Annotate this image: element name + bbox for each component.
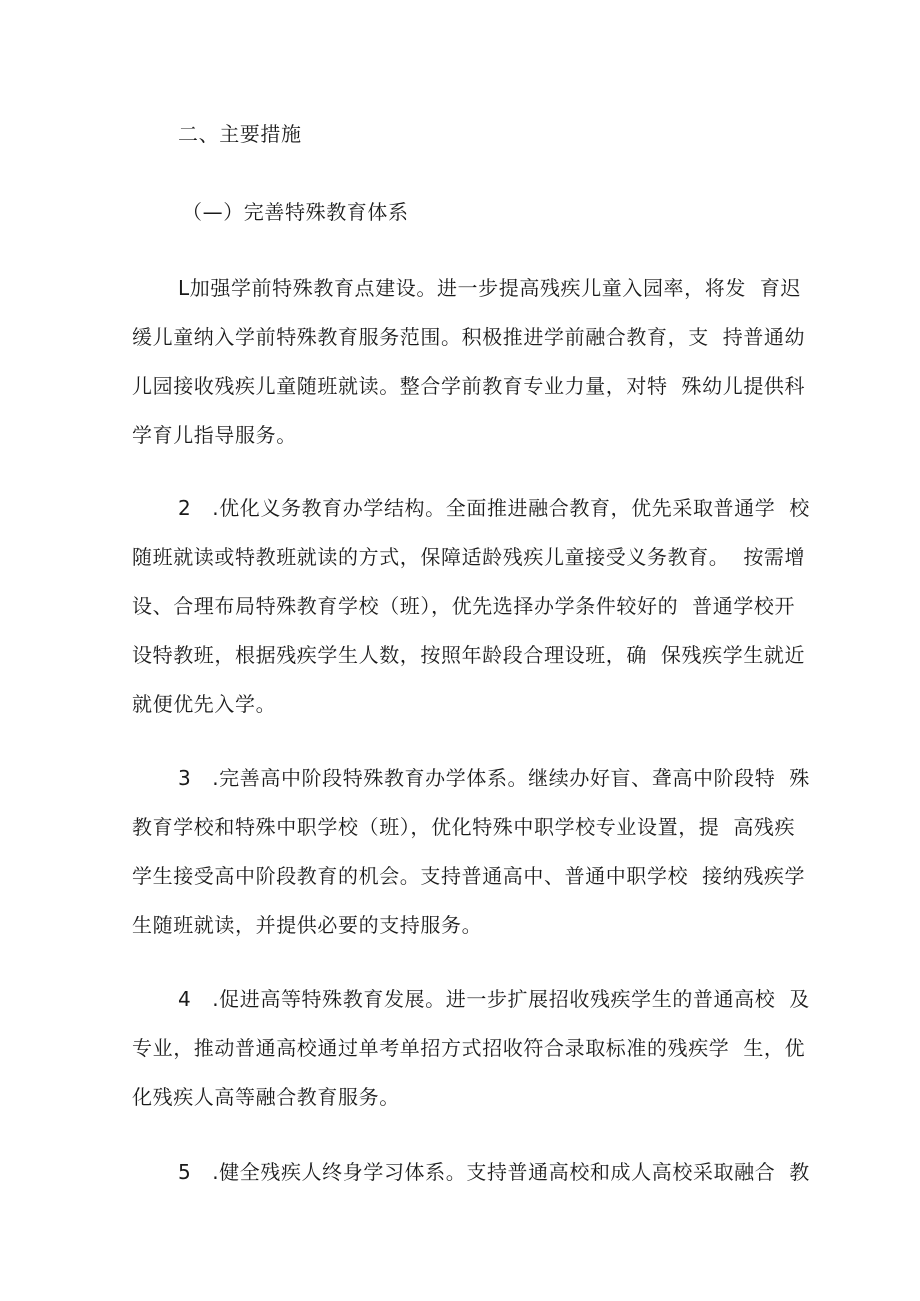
paragraph-line: 5 .健全残疾人终身学习体系。支持普通高校和成人高校采取融合 教 xyxy=(178,1160,810,1184)
paragraph-line: 就便优先入学。 xyxy=(132,692,277,716)
paragraph-line: 4 .促进高等特殊教育发展。进一步扩展招收残疾学生的普通高校 及 xyxy=(178,987,810,1011)
paragraph-line: L加强学前特殊教育点建设。进一步提高残疾儿童入园率，将发 育迟 xyxy=(178,276,802,300)
paragraph-line: 学生接受高中阶段教育的机会。支持普通高中、普通中职学校 接纳残疾学 xyxy=(132,864,806,888)
section-heading: 二、主要措施 xyxy=(178,122,302,146)
paragraph-line: 专业，推动普通高校通过单考单招方式招收符合录取标准的残疾学 生，优 xyxy=(132,1036,806,1060)
paragraph-line: 学育儿指导服务。 xyxy=(132,423,297,447)
paragraph-line: 随班就读或特教班就读的方式，保障适龄残疾儿童接受义务教育。 按需增 xyxy=(132,545,806,569)
paragraph-line: 化残疾人高等融合教育服务。 xyxy=(132,1085,400,1109)
paragraph-line: 缓儿童纳入学前特殊教育服务范围。积极推进学前融合教育，支 持普通幼 xyxy=(132,325,806,349)
paragraph-line: 3 .完善高中阶段特殊教育办学体系。继续办好盲、聋高中阶段特 殊 xyxy=(178,766,810,790)
paragraph-line: 教育学校和特殊中职学校（班），优化特殊中职学校专业设置，提 高残疾 xyxy=(132,815,796,839)
paragraph-line: 设特教班，根据残疾学生人数，按照年龄段合理设班，确 保残疾学生就近 xyxy=(132,643,806,667)
paragraph-line: 设、合理布局特殊教育学校（班），优先选择办学条件较好的 普通学校开 xyxy=(132,594,796,618)
paragraph-line: 生随班就读，并提供必要的支持服务。 xyxy=(132,913,483,937)
subsection-heading: （—）完善特殊教育体系 xyxy=(182,200,409,224)
paragraph-line: 儿园接收残疾儿童随班就读。整合学前教育专业力量，对特 殊幼儿提供科 xyxy=(132,374,806,398)
paragraph-line: 2 .优化义务教育办学结构。全面推进融合教育，优先采取普通学 校 xyxy=(178,496,810,520)
